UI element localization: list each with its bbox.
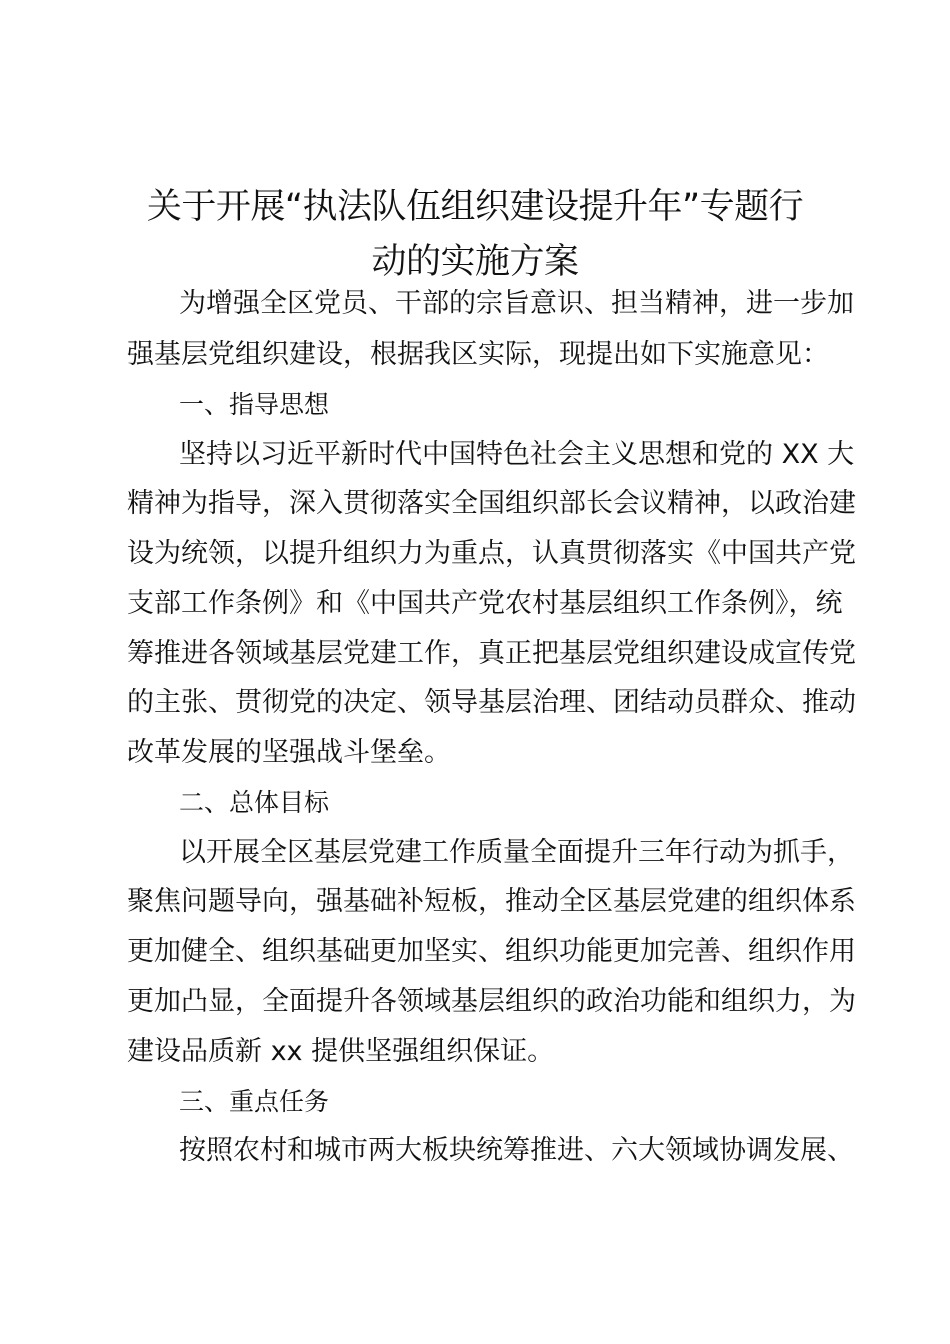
- title-line-2: 动的实施方案: [371, 242, 579, 282]
- body-line: 为增强全区党员、干部的宗旨意识、担当精神，进一步加: [179, 288, 854, 319]
- body-line: 更加健全、组织基础更加坚实、组织功能更加完善、组织作用: [127, 936, 856, 967]
- document-title: [110, 180, 840, 290]
- body-line: 按照农村和城市两大板块统筹推进、六大领域协调发展、: [179, 1135, 854, 1166]
- body-line: 改革发展的坚强战斗堡垒。: [127, 737, 451, 768]
- body-line: 的主张、贯彻党的决定、领导基层治理、团结动员群众、推动: [127, 687, 856, 718]
- body-line: 以开展全区基层党建工作质量全面提升三年行动为抓手，: [179, 837, 854, 868]
- body-line: 建设品质新 xx 提供坚强组织保证。: [127, 1036, 555, 1067]
- body-line: 强基层党组织建设，根据我区实际，现提出如下实施意见：: [127, 339, 829, 370]
- section-heading-2: 二、总体目标: [179, 788, 330, 817]
- body-line: 聚焦问题导向，强基础补短板，推动全区基层党建的组织体系: [127, 886, 856, 917]
- body-line: 坚持以习近平新时代中国特色社会主义思想和党的 XX 大: [179, 439, 855, 470]
- section-heading-3: 三、重点任务: [179, 1087, 330, 1116]
- body-line: 精神为指导，深入贯彻落实全国组织部长会议精神，以政治建: [127, 488, 856, 519]
- body-line: 筹推进各领域基层党建工作，真正把基层党组织建设成宣传党: [127, 638, 856, 669]
- body-line: 更加凸显，全面提升各领域基层组织的政治功能和组织力，为: [127, 986, 856, 1017]
- body-line: 设为统领，以提升组织力为重点，认真贯彻落实《中国共产党: [127, 538, 856, 569]
- section-heading-1: 一、指导思想: [179, 390, 330, 419]
- body-line: 支部工作条例》和《中国共产党农村基层组织工作条例》，统: [127, 588, 843, 619]
- title-line-1: 关于开展“执法队伍组织建设提升年”专题行: [146, 187, 804, 227]
